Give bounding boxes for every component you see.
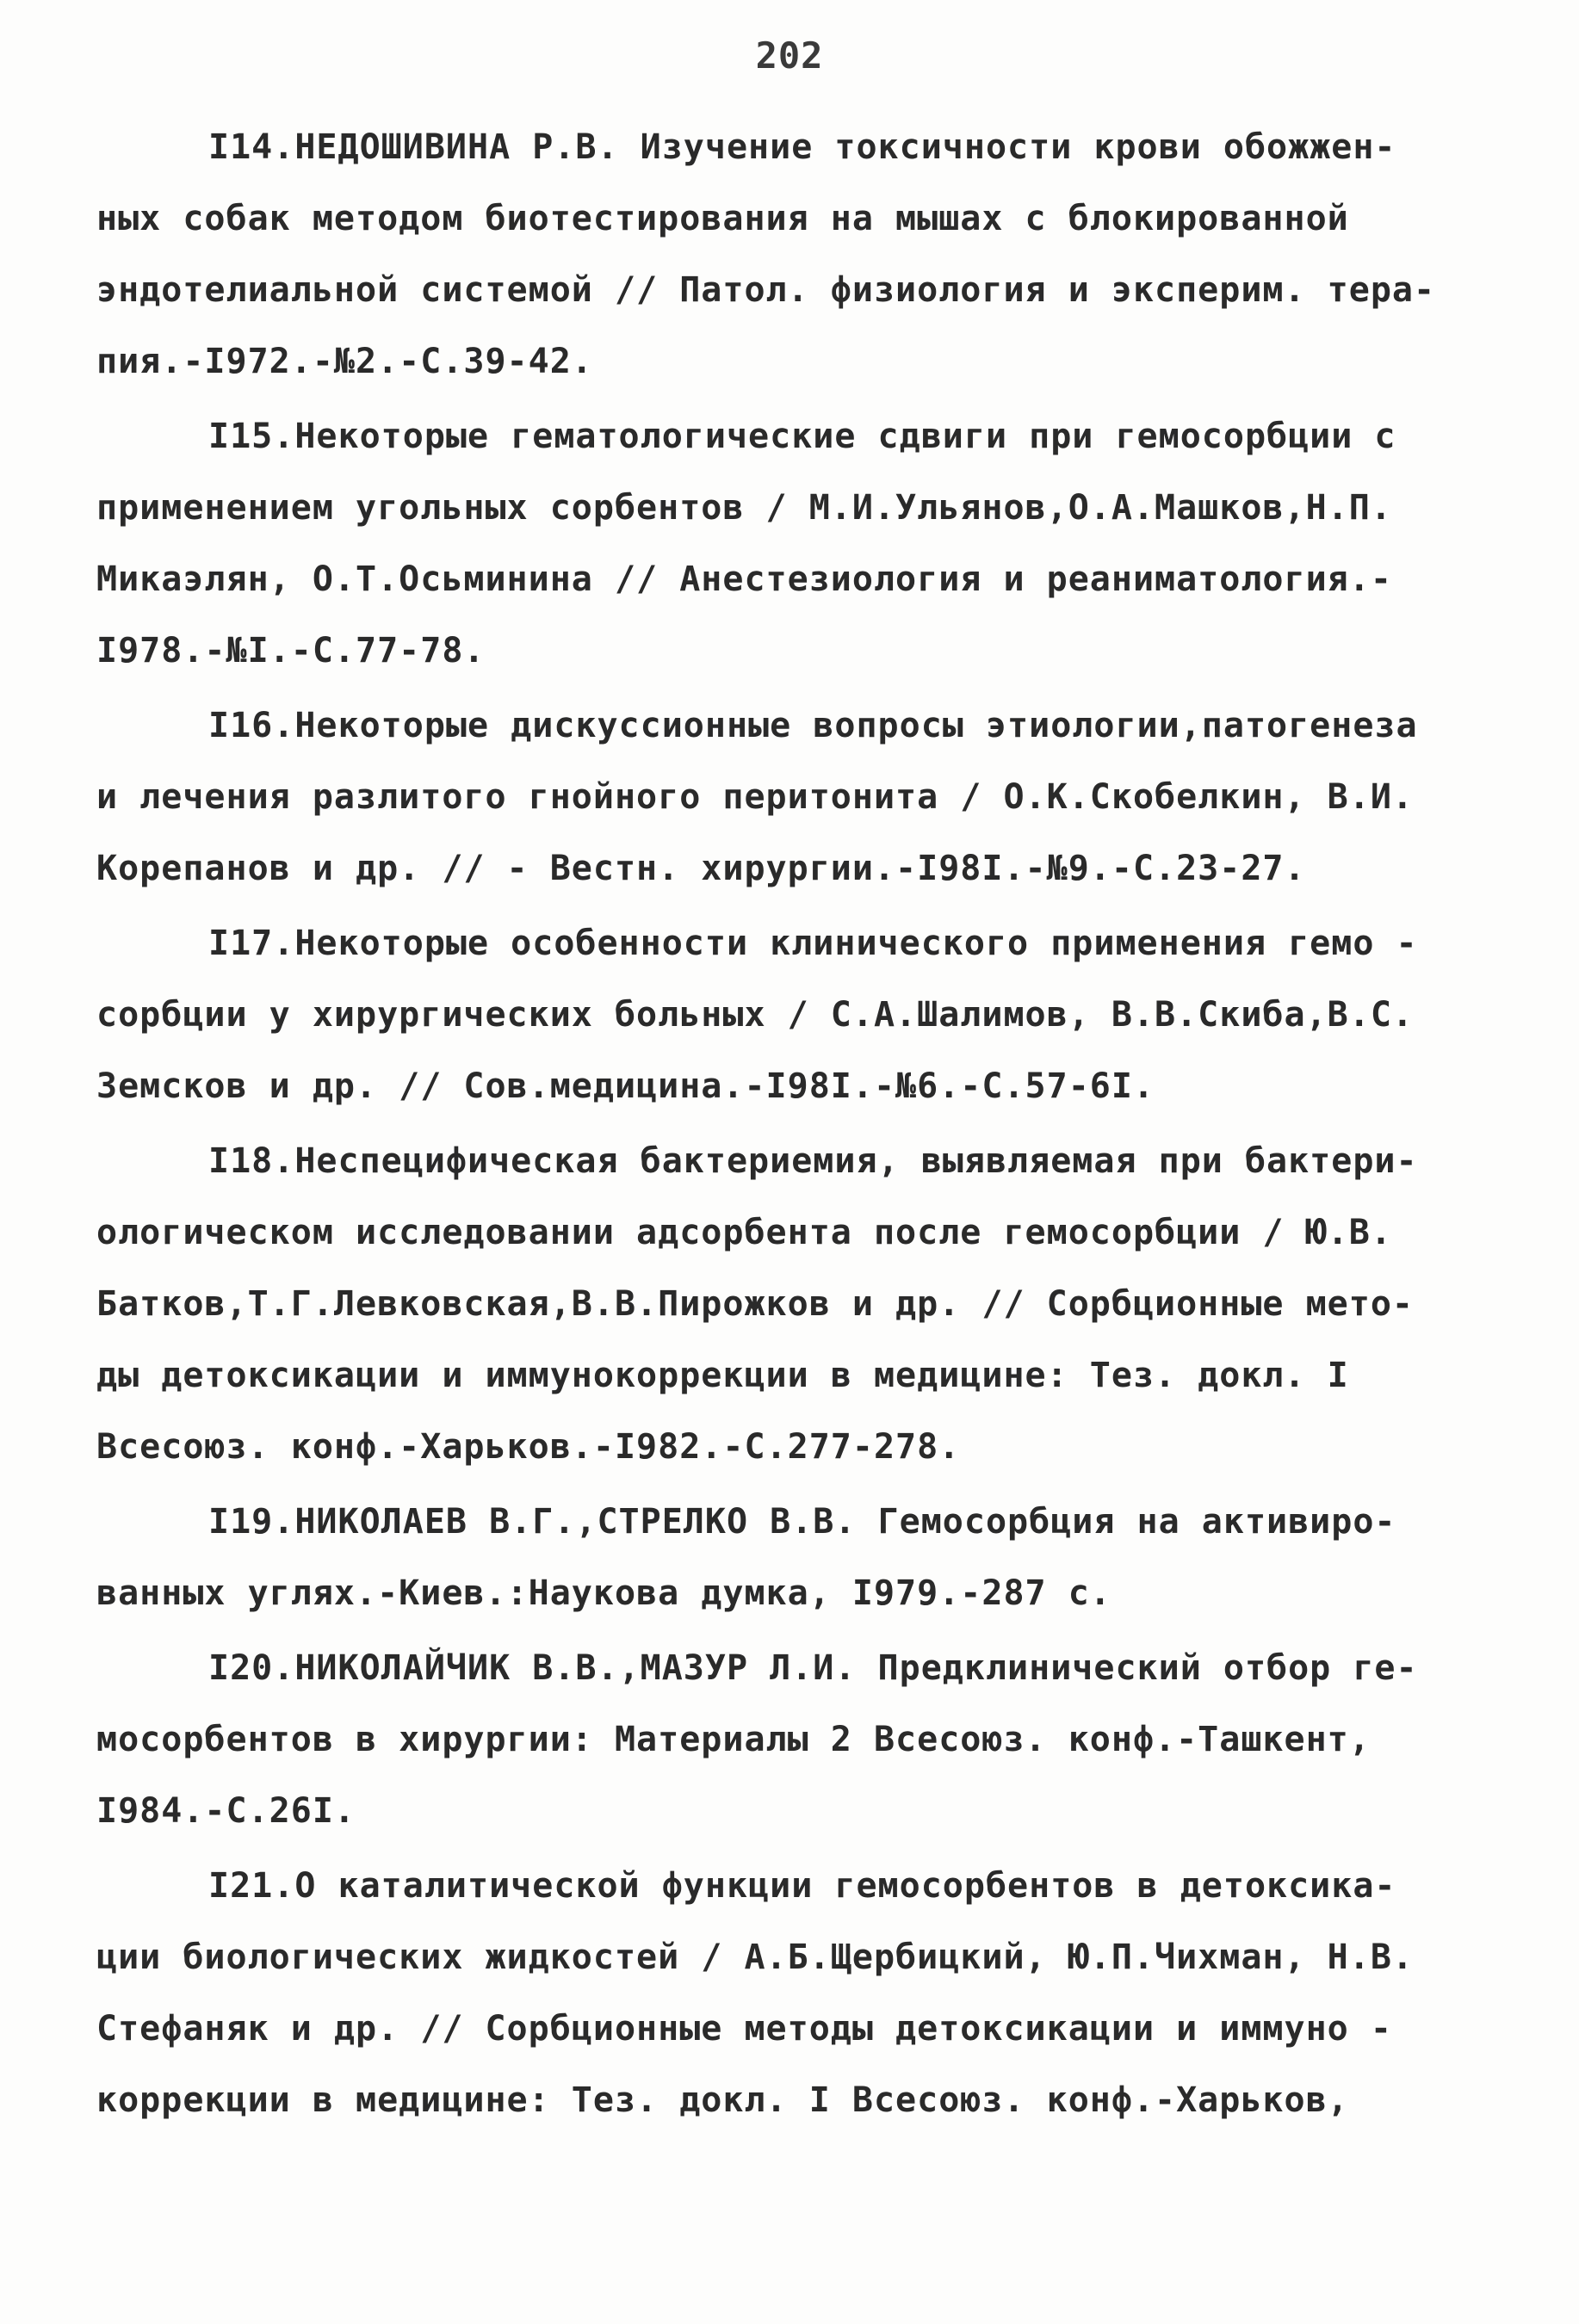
entry-line: применением угольных сорбентов / М.И.Ульянов,О.А.Машков,Н.П. [96,488,1392,528]
entry-line: Стефаняк и др. // Сорбционные методы детоксикации и иммуно - [96,2009,1392,2049]
entry-line: I978.-№I.-С.77-78. [96,631,486,671]
entry-line: мосорбентов в хирургии: Материалы 2 Всесоюз. конф.-Ташкент, [96,1720,1371,1759]
bibliography-entry-116 [96,690,1474,905]
entry-line: Микаэлян, О.Т.Осьминина // Анестезиология и реаниматология.- [96,559,1392,599]
bibliography-entry-114 [96,112,1474,398]
entry-line: I15.Некоторые гематологические сдвиги при гемосорбции с [208,417,1396,456]
entry-line: и лечения разлитого гнойного перитонита / О.К.Скобелкин, В.И. [96,777,1415,817]
page-number: 202 [755,34,824,77]
entry-line: ных собак методом биотестирования на мышах с блокированной [96,199,1349,238]
entry-line: I14.НЕДОШИВИНА Р.В. Изучение токсичности крови обожжен- [208,127,1396,167]
entry-line: Всесоюз. конф.-Харьков.-I982.-С.277-278. [96,1427,961,1467]
entry-line: ции биологических жидкостей / А.Б.Щербицкий, Ю.П.Чихман, Н.В. [96,1938,1415,1977]
entry-line: I21.О каталитической функции гемосорбентов в детоксика- [208,1866,1396,1906]
bibliography-entry-119 [96,1486,1474,1629]
entry-line: Батков,Т.Г.Левковская,В.В.Пирожков и др. // Сорбционные мето- [96,1284,1415,1324]
entry-line: I16.Некоторые дискуссионные вопросы этиологии,патогенеза [208,706,1418,745]
entry-line: эндотелиальной системой // Патол. физиология и эксперим. тера- [96,270,1436,310]
entry-line: пия.-I972.-№2.-С.39-42. [96,342,593,381]
bibliography-entry-121 [96,1851,1474,2136]
entry-line: I984.-С.26I. [96,1791,356,1831]
entry-line: I20.НИКОЛАЙЧИК В.В.,МАЗУР Л.И. Предклинический отбор ге- [208,1648,1418,1688]
bibliography-list [96,112,1474,2140]
bibliography-entry-117 [96,908,1474,1122]
entry-line: I19.НИКОЛАЕВ В.Г.,СТРЕЛКО В.В. Гемосорбция на активиро- [208,1502,1396,1542]
bibliography-entry-120 [96,1633,1474,1847]
bibliography-entry-118 [96,1126,1474,1483]
entry-line: I17.Некоторые особенности клинического применения гемо - [208,924,1418,963]
entry-line: ологическом исследовании адсорбента после гемосорбции / Ю.В. [96,1213,1392,1252]
bibliography-entry-115 [96,401,1474,687]
entry-line: Корепанов и др. // - Вестн. хирургии.-I98I.-№9.-С.23-27. [96,849,1306,888]
entry-line: ванных углях.-Киев.:Наукова думка, I979.-287 с. [96,1573,1111,1613]
entry-line: Земсков и др. // Сов.медицина.-I98I.-№6.-С.57-6I. [96,1066,1155,1106]
entry-line: сорбции у хирургических больных / С.А.Шалимов, В.В.Скиба,В.С. [96,995,1415,1035]
entry-line: коррекции в медицине: Тез. докл. I Всесоюз. конф.-Харьков, [96,2080,1349,2120]
entry-line: ды детоксикации и иммунокоррекции в медицине: Тез. докл. I [96,1356,1349,1395]
entry-line: I18.Неспецифическая бактериемия, выявляемая при бактери- [208,1141,1418,1181]
